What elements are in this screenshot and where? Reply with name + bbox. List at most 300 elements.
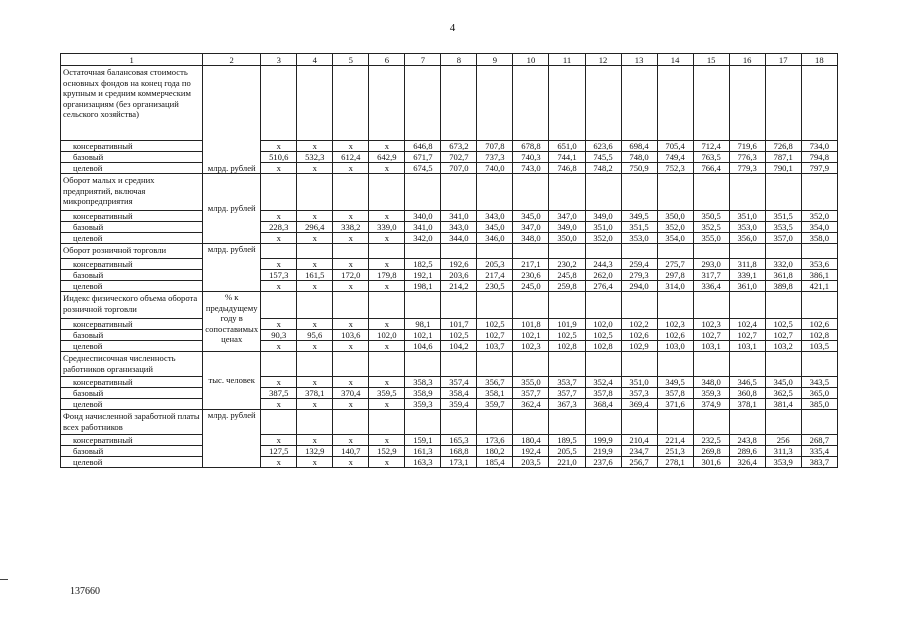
value-cell: 734,0 <box>801 141 837 152</box>
table-row <box>61 222 838 233</box>
indicator-title: Среднесписочная численность работников организаций <box>61 352 203 377</box>
value-cell: 103,0 <box>657 341 693 352</box>
value-cell: 234,7 <box>621 446 657 457</box>
empty-cell <box>405 66 441 141</box>
value-cell: 350,5 <box>693 211 729 222</box>
value-cell: 642,9 <box>369 152 405 163</box>
empty-cell <box>513 352 549 377</box>
empty-cell <box>405 174 441 211</box>
value-cell: 230,5 <box>477 281 513 292</box>
unit-cell: млрд. рублей <box>203 244 261 292</box>
value-cell: 251,3 <box>657 446 693 457</box>
empty-cell <box>621 410 657 435</box>
value-cell: 349,5 <box>657 377 693 388</box>
value-cell: 345,0 <box>513 211 549 222</box>
value-cell: 357,7 <box>513 388 549 399</box>
empty-cell <box>513 410 549 435</box>
empty-cell <box>765 292 801 319</box>
value-cell: 371,6 <box>657 399 693 410</box>
value-cell: 358,9 <box>405 388 441 399</box>
value-cell: 228,3 <box>261 222 297 233</box>
value-cell: 332,0 <box>765 259 801 270</box>
value-cell: 243,8 <box>729 435 765 446</box>
empty-cell <box>585 66 621 141</box>
indicator-title: Оборот розничной торговли <box>61 244 203 259</box>
value-cell: x <box>369 319 405 330</box>
empty-cell <box>657 410 693 435</box>
value-cell: 95,6 <box>297 330 333 341</box>
indicator-title: Индекс физического объема оборота розничной торговли <box>61 292 203 319</box>
empty-cell <box>729 352 765 377</box>
value-cell: 314,0 <box>657 281 693 292</box>
value-cell: 343,0 <box>441 222 477 233</box>
scenario-label: консервативный <box>61 377 203 388</box>
value-cell: 360,8 <box>729 388 765 399</box>
empty-cell <box>693 66 729 141</box>
value-cell: 339,1 <box>729 270 765 281</box>
value-cell: 352,0 <box>801 211 837 222</box>
value-cell: 348,0 <box>513 233 549 244</box>
unit-cell: млрд. рублей <box>203 174 261 244</box>
empty-cell <box>513 174 549 211</box>
value-cell: 352,5 <box>693 222 729 233</box>
value-cell: x <box>333 141 369 152</box>
section-title-row <box>61 244 838 259</box>
value-cell: 698,4 <box>621 141 657 152</box>
value-cell: 256,7 <box>621 457 657 468</box>
table-row <box>61 399 838 410</box>
table-row <box>61 330 838 341</box>
value-cell: 353,0 <box>729 222 765 233</box>
empty-cell <box>477 410 513 435</box>
value-cell: 357,0 <box>765 233 801 244</box>
scenario-label: базовый <box>61 222 203 233</box>
value-cell: 776,3 <box>729 152 765 163</box>
table-body <box>61 66 838 468</box>
empty-cell <box>333 292 369 319</box>
table-row <box>61 388 838 399</box>
value-cell: 103,7 <box>477 341 513 352</box>
value-cell: x <box>261 163 297 174</box>
empty-cell <box>513 244 549 259</box>
value-cell: x <box>297 211 333 222</box>
value-cell: x <box>369 457 405 468</box>
value-cell: 259,4 <box>621 259 657 270</box>
value-cell: x <box>261 141 297 152</box>
value-cell: 256 <box>765 435 801 446</box>
empty-cell <box>693 410 729 435</box>
value-cell: 705,4 <box>657 141 693 152</box>
empty-cell <box>477 292 513 319</box>
value-cell: 102,2 <box>621 319 657 330</box>
value-cell: 367,3 <box>549 399 585 410</box>
value-cell: 357,8 <box>585 388 621 399</box>
value-cell: x <box>297 435 333 446</box>
scenario-label: консервативный <box>61 435 203 446</box>
scenario-label: целевой <box>61 163 203 174</box>
value-cell: 743,0 <box>513 163 549 174</box>
empty-cell <box>261 174 297 211</box>
scenario-label: целевой <box>61 399 203 410</box>
value-cell: 347,0 <box>549 211 585 222</box>
value-cell: 354,0 <box>657 233 693 244</box>
value-cell: 127,5 <box>261 446 297 457</box>
value-cell: 205,3 <box>477 259 513 270</box>
value-cell: 358,0 <box>801 233 837 244</box>
value-cell: 311,8 <box>729 259 765 270</box>
value-cell: x <box>297 341 333 352</box>
value-cell: 189,5 <box>549 435 585 446</box>
value-cell: 359,4 <box>441 399 477 410</box>
empty-cell <box>513 292 549 319</box>
value-cell: 245,0 <box>513 281 549 292</box>
value-cell: 237,6 <box>585 457 621 468</box>
value-cell: 749,4 <box>657 152 693 163</box>
value-cell: 172,0 <box>333 270 369 281</box>
value-cell: 532,3 <box>297 152 333 163</box>
value-cell: 357,3 <box>621 388 657 399</box>
value-cell: 351,5 <box>765 211 801 222</box>
empty-cell <box>585 174 621 211</box>
scenario-label: базовый <box>61 446 203 457</box>
value-cell: 140,7 <box>333 446 369 457</box>
value-cell: 335,4 <box>801 446 837 457</box>
value-cell: 359,3 <box>405 399 441 410</box>
empty-cell <box>657 174 693 211</box>
value-cell: 740,3 <box>513 152 549 163</box>
value-cell: 746,8 <box>549 163 585 174</box>
value-cell: x <box>297 141 333 152</box>
value-cell: 245,8 <box>549 270 585 281</box>
value-cell: 173,1 <box>441 457 477 468</box>
table-row <box>61 163 838 174</box>
value-cell: x <box>369 281 405 292</box>
column-header: 14 <box>657 54 693 66</box>
table-row <box>61 377 838 388</box>
value-cell: 353,7 <box>549 377 585 388</box>
value-cell: 219,9 <box>585 446 621 457</box>
empty-cell <box>441 352 477 377</box>
value-cell: 674,5 <box>405 163 441 174</box>
scenario-label: консервативный <box>61 319 203 330</box>
section-title-row <box>61 352 838 377</box>
table-row <box>61 281 838 292</box>
value-cell: 279,3 <box>621 270 657 281</box>
empty-cell <box>333 410 369 435</box>
empty-cell <box>477 244 513 259</box>
value-cell: 221,0 <box>549 457 585 468</box>
value-cell: 651,0 <box>549 141 585 152</box>
value-cell: 293,0 <box>693 259 729 270</box>
value-cell: x <box>297 233 333 244</box>
value-cell: 98,1 <box>405 319 441 330</box>
value-cell: 365,0 <box>801 388 837 399</box>
value-cell: x <box>261 457 297 468</box>
table-row <box>61 341 838 352</box>
value-cell: 101,7 <box>441 319 477 330</box>
value-cell: x <box>261 319 297 330</box>
empty-cell <box>369 174 405 211</box>
value-cell: 102,3 <box>693 319 729 330</box>
value-cell: x <box>261 377 297 388</box>
empty-cell <box>477 174 513 211</box>
value-cell: 357,7 <box>549 388 585 399</box>
value-cell: 368,4 <box>585 399 621 410</box>
indicator-title: Оборот малых и средних предприятий, включая микропредприятия <box>61 174 203 211</box>
value-cell: 185,4 <box>477 457 513 468</box>
empty-cell <box>801 352 837 377</box>
value-cell: x <box>261 281 297 292</box>
value-cell: 289,6 <box>729 446 765 457</box>
value-cell: 352,0 <box>657 222 693 233</box>
value-cell: 102,0 <box>585 319 621 330</box>
value-cell: 214,2 <box>441 281 477 292</box>
value-cell: 157,3 <box>261 270 297 281</box>
empty-cell <box>549 352 585 377</box>
value-cell: 787,1 <box>765 152 801 163</box>
value-cell: 745,5 <box>585 152 621 163</box>
value-cell: x <box>369 211 405 222</box>
scenario-label: целевой <box>61 281 203 292</box>
value-cell: 374,9 <box>693 399 729 410</box>
empty-cell <box>801 174 837 211</box>
value-cell: 356,7 <box>477 377 513 388</box>
value-cell: x <box>261 435 297 446</box>
value-cell: 341,0 <box>441 211 477 222</box>
value-cell: 356,0 <box>729 233 765 244</box>
empty-cell <box>441 410 477 435</box>
empty-cell <box>657 292 693 319</box>
value-cell: 102,3 <box>657 319 693 330</box>
value-cell: x <box>261 259 297 270</box>
value-cell: x <box>333 341 369 352</box>
empty-cell <box>801 244 837 259</box>
value-cell: 357,4 <box>441 377 477 388</box>
value-cell: 102,8 <box>585 341 621 352</box>
value-cell: 352,4 <box>585 377 621 388</box>
value-cell: 346,5 <box>729 377 765 388</box>
empty-cell <box>549 292 585 319</box>
value-cell: 355,0 <box>513 377 549 388</box>
indicator-title: Остаточная балансовая стоимость основных фондов на конец года по крупным и средним коммерческим организациям (без организаций сельского хозяйства) <box>61 66 203 141</box>
value-cell: 338,2 <box>333 222 369 233</box>
column-header: 1 <box>61 54 203 66</box>
value-cell: x <box>369 163 405 174</box>
value-cell: 198,1 <box>405 281 441 292</box>
value-cell: 182,5 <box>405 259 441 270</box>
empty-cell <box>261 244 297 259</box>
column-header: 7 <box>405 54 441 66</box>
value-cell: 359,5 <box>369 388 405 399</box>
column-header: 5 <box>333 54 369 66</box>
empty-cell <box>801 292 837 319</box>
value-cell: 369,4 <box>621 399 657 410</box>
value-cell: 269,8 <box>693 446 729 457</box>
value-cell: 102,5 <box>477 319 513 330</box>
value-cell: 350,0 <box>657 211 693 222</box>
value-cell: 748,0 <box>621 152 657 163</box>
value-cell: 352,0 <box>585 233 621 244</box>
value-cell: 354,0 <box>801 222 837 233</box>
value-cell: x <box>333 377 369 388</box>
value-cell: 301,6 <box>693 457 729 468</box>
empty-cell <box>729 174 765 211</box>
value-cell: 385,0 <box>801 399 837 410</box>
table-row <box>61 457 838 468</box>
value-cell: 278,1 <box>657 457 693 468</box>
value-cell: 779,3 <box>729 163 765 174</box>
empty-cell <box>549 410 585 435</box>
value-cell: 370,4 <box>333 388 369 399</box>
value-cell: 346,0 <box>477 233 513 244</box>
table-header-row <box>61 54 838 66</box>
empty-cell <box>513 66 549 141</box>
data-table <box>60 53 838 468</box>
empty-cell <box>729 292 765 319</box>
value-cell: x <box>261 233 297 244</box>
value-cell: x <box>297 457 333 468</box>
value-cell: 359,3 <box>693 388 729 399</box>
column-header: 2 <box>203 54 261 66</box>
value-cell: 357,8 <box>657 388 693 399</box>
section-title-row <box>61 410 838 435</box>
value-cell: x <box>333 163 369 174</box>
value-cell: x <box>369 233 405 244</box>
value-cell: 103,1 <box>729 341 765 352</box>
value-cell: 217,4 <box>477 270 513 281</box>
value-cell: 102,7 <box>693 330 729 341</box>
table-row <box>61 319 838 330</box>
empty-cell <box>405 410 441 435</box>
value-cell: 221,4 <box>657 435 693 446</box>
value-cell: x <box>261 399 297 410</box>
value-cell: 752,3 <box>657 163 693 174</box>
value-cell: 102,0 <box>369 330 405 341</box>
empty-cell <box>765 244 801 259</box>
value-cell: 205,5 <box>549 446 585 457</box>
page-number: 4 <box>449 22 456 34</box>
empty-cell <box>405 352 441 377</box>
value-cell: 381,4 <box>765 399 801 410</box>
value-cell: 347,0 <box>513 222 549 233</box>
value-cell: 349,0 <box>549 222 585 233</box>
value-cell: 102,7 <box>477 330 513 341</box>
column-header: 9 <box>477 54 513 66</box>
value-cell: 180,4 <box>513 435 549 446</box>
empty-cell <box>369 66 405 141</box>
value-cell: 203,6 <box>441 270 477 281</box>
column-header: 13 <box>621 54 657 66</box>
document-code: 137660 <box>70 586 100 597</box>
value-cell: 297,8 <box>657 270 693 281</box>
value-cell: 180,2 <box>477 446 513 457</box>
value-cell: 102,5 <box>549 330 585 341</box>
value-cell: 353,5 <box>765 222 801 233</box>
column-header: 8 <box>441 54 477 66</box>
empty-cell <box>441 66 477 141</box>
value-cell: 173,6 <box>477 435 513 446</box>
empty-cell <box>549 174 585 211</box>
empty-cell <box>477 352 513 377</box>
table-row <box>61 259 838 270</box>
value-cell: 612,4 <box>333 152 369 163</box>
value-cell: 349,0 <box>585 211 621 222</box>
value-cell: x <box>297 281 333 292</box>
value-cell: x <box>369 141 405 152</box>
indicator-title: Фонд начисленной заработной платы всех работников <box>61 410 203 435</box>
section-title-row <box>61 292 838 319</box>
empty-cell <box>765 174 801 211</box>
value-cell: 103,1 <box>693 341 729 352</box>
value-cell: 345,0 <box>765 377 801 388</box>
value-cell: 276,4 <box>585 281 621 292</box>
value-cell: 763,5 <box>693 152 729 163</box>
empty-cell <box>585 352 621 377</box>
value-cell: 353,9 <box>765 457 801 468</box>
value-cell: 104,6 <box>405 341 441 352</box>
value-cell: 192,6 <box>441 259 477 270</box>
value-cell: 159,1 <box>405 435 441 446</box>
empty-cell <box>297 352 333 377</box>
empty-cell <box>765 66 801 141</box>
value-cell: 102,1 <box>405 330 441 341</box>
value-cell: 192,1 <box>405 270 441 281</box>
value-cell: 712,4 <box>693 141 729 152</box>
value-cell: 678,8 <box>513 141 549 152</box>
column-header: 11 <box>549 54 585 66</box>
value-cell: 766,4 <box>693 163 729 174</box>
empty-cell <box>693 352 729 377</box>
value-cell: 342,0 <box>405 233 441 244</box>
value-cell: 386,1 <box>801 270 837 281</box>
empty-cell <box>693 292 729 319</box>
value-cell: 383,7 <box>801 457 837 468</box>
value-cell: 210,4 <box>621 435 657 446</box>
scenario-label: консервативный <box>61 211 203 222</box>
table-row <box>61 141 838 152</box>
empty-cell <box>261 410 297 435</box>
value-cell: 268,7 <box>801 435 837 446</box>
value-cell: 378,1 <box>729 399 765 410</box>
empty-cell <box>333 244 369 259</box>
table-row <box>61 233 838 244</box>
value-cell: 737,3 <box>477 152 513 163</box>
scenario-label: базовый <box>61 270 203 281</box>
value-cell: 726,8 <box>765 141 801 152</box>
value-cell: 353,0 <box>621 233 657 244</box>
value-cell: 103,6 <box>333 330 369 341</box>
value-cell: 348,0 <box>693 377 729 388</box>
empty-cell <box>297 174 333 211</box>
value-cell: 358,1 <box>477 388 513 399</box>
value-cell: 102,7 <box>729 330 765 341</box>
column-header: 15 <box>693 54 729 66</box>
value-cell: 90,3 <box>261 330 297 341</box>
value-cell: 378,1 <box>297 388 333 399</box>
empty-cell <box>729 410 765 435</box>
value-cell: 797,9 <box>801 163 837 174</box>
value-cell: 740,0 <box>477 163 513 174</box>
value-cell: 275,7 <box>657 259 693 270</box>
table-row <box>61 270 838 281</box>
value-cell: 707,0 <box>441 163 477 174</box>
value-cell: 217,1 <box>513 259 549 270</box>
value-cell: 421,1 <box>801 281 837 292</box>
table-row <box>61 152 838 163</box>
value-cell: x <box>369 399 405 410</box>
value-cell: 317,7 <box>693 270 729 281</box>
value-cell: 358,4 <box>441 388 477 399</box>
